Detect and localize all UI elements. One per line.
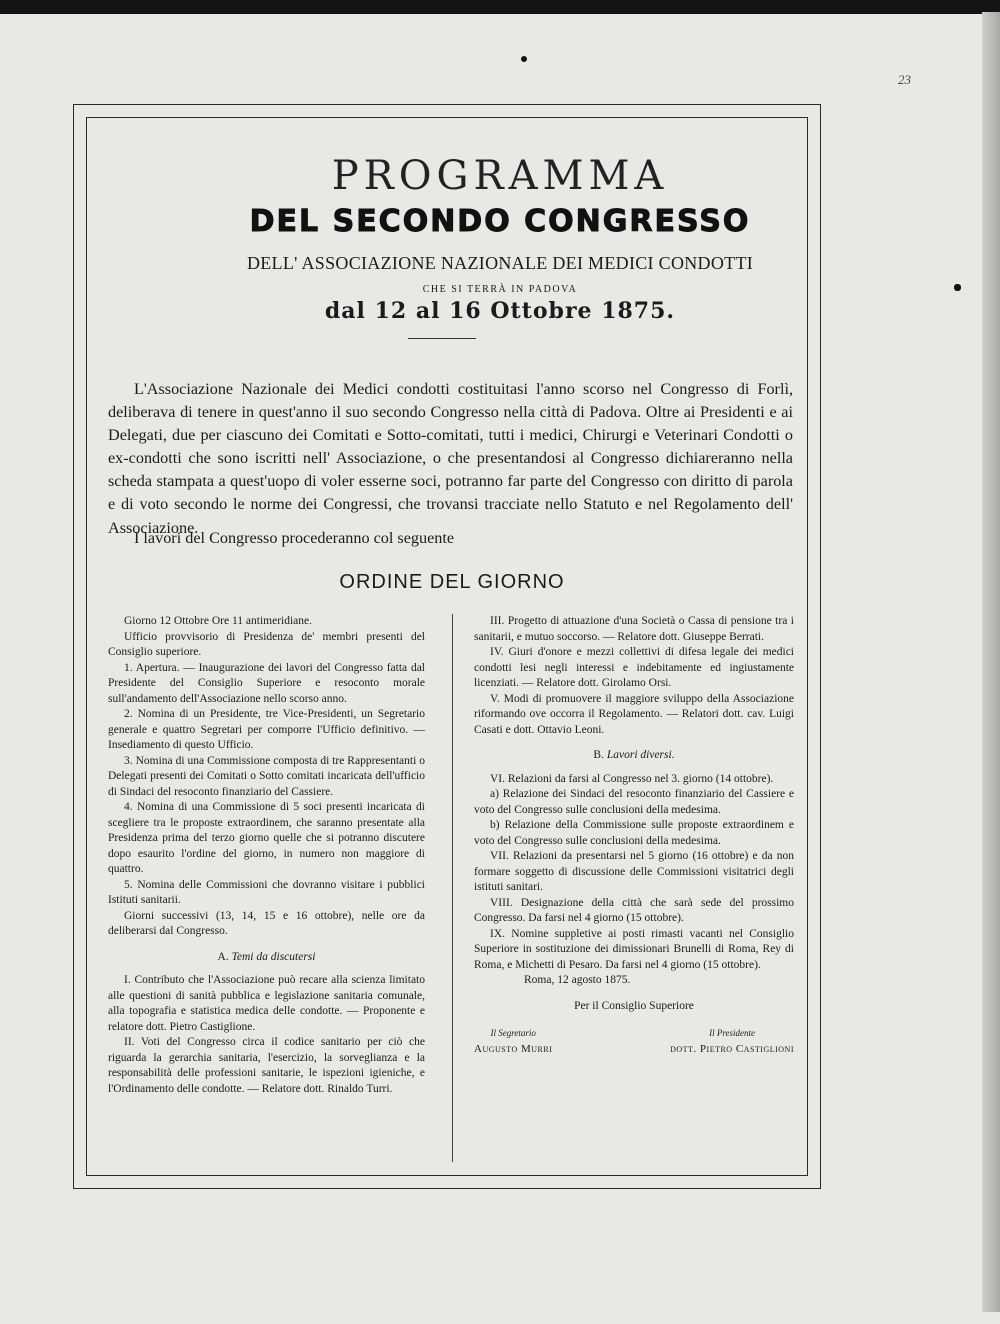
agenda-item: Giorni successivi (13, 14, 15 e 16 ottobre), nelle ore da deliberarsi dal Congresso. bbox=[108, 909, 425, 937]
president-role: Il Presidente bbox=[709, 1028, 755, 1038]
work-item: a) Relazione dei Sindaci del resoconto finanziario del Cassiere e voto del Congresso sulle conclusioni della medesima. bbox=[474, 788, 794, 816]
title-divider bbox=[408, 338, 476, 339]
president-signature bbox=[670, 1026, 794, 1057]
intro-line: I lavori del Congresso procederanno col seguente bbox=[134, 529, 455, 547]
agenda-item: Ufficio provvisorio di Presidenza de' membri presenti del Consiglio superiore. bbox=[108, 630, 425, 658]
section-letter: A. bbox=[217, 950, 229, 963]
work-item: b) Relazione della Commissione sulle proposte extraordinem e voto del Congresso sulle conclusioni della medesima. bbox=[474, 819, 794, 847]
topic-item: V. Modi di promuovere il maggiore sviluppo della Associazione riformando ove occorra il Regolamento. — Relatori dott. cav. Luigi Casati e dott. Ottavio Leoni. bbox=[474, 692, 794, 736]
for-council: Per il Consiglio Superiore bbox=[574, 999, 694, 1012]
topic-item: I. Contributo che l'Associazione può recare alla scienza limitato alle questioni di sanità pubblica e legislazione sanitaria comunale, alla topografia e statistica medica delle condotte. — Proponente e relatore dott. Pietro Castiglione. bbox=[108, 974, 425, 1033]
association-name: DELL' ASSOCIAZIONE NAZIONALE DEI MEDICI CONDOTTI bbox=[246, 253, 754, 273]
ink-speck bbox=[521, 56, 527, 62]
page-number: 23 bbox=[898, 72, 911, 87]
held-location: CHE SI TERRÀ IN PADOVA bbox=[422, 284, 578, 295]
secretary-role: Il Segretario bbox=[490, 1028, 536, 1038]
column-divider bbox=[452, 614, 453, 1162]
day-one-heading: Giorno 12 Ottobre Ore 11 antimeridiane. bbox=[124, 615, 312, 627]
signatures bbox=[474, 1026, 794, 1057]
work-item: VI. Relazioni da farsi al Congresso nel 3. giorno (14 ottobre). bbox=[490, 772, 774, 785]
work-item: VIII. Designazione della città che sarà sede del prossimo Congresso. Da farsi nel 4 giorno (15 ottobre). bbox=[474, 896, 794, 924]
place-date: Roma, 12 agosto 1875. bbox=[524, 974, 631, 986]
topic-item: II. Voti del Congresso circa il codice sanitario per ciò che riguarda la gerarchia sanitaria, l'esercizio, la sorveglianza e la responsabilità delle professioni sanitarie, le ispezioni igieniche, e l'Ordinamento delle condotte. — Relatore dott. Rinaldo Turri. bbox=[108, 1036, 425, 1095]
president-name: dott. Pietro Castiglioni bbox=[670, 1042, 794, 1055]
section-letter: B. bbox=[593, 749, 604, 761]
agenda-item: 2. Nomina di un Presidente, tre Vice-Presidenti, un Segretario generale e quattro Segretari per comporre l'Ufficio definitivo. — Insediamento di questo Ufficio. bbox=[108, 708, 425, 751]
page-subtitle: DEL SECONDO CONGRESSO bbox=[249, 204, 751, 239]
work-item: VII. Relazioni da presentarsi nel 5 giorno (16 ottobre) e da non formare soggetto di discussione delle Commissioni visitatrici degli istituti sanitari. bbox=[474, 850, 794, 893]
agenda-left-column bbox=[108, 614, 425, 1097]
topic-item: IV. Giuri d'onore e mezzi collettivi di difesa legale dei medici condotti lesi negli interessi e indebitamente ed ingiustamente licenziati. — Relatore dott. Girolamo Orsi. bbox=[474, 646, 794, 689]
agenda-heading: ORDINE DEL GIORNO bbox=[339, 571, 565, 593]
agenda-right-column bbox=[474, 614, 794, 1057]
section-a-heading bbox=[108, 950, 425, 966]
agenda-item: 3. Nomina di una Commissione composta di tre Rappresentanti o Delegati presenti dei Comitati o Sotto comitati incaricata dell'ufficio di Sindaci del resoconto finanziario del Cassiere. bbox=[108, 754, 425, 798]
scan-top-border bbox=[0, 0, 1000, 14]
agenda-item: 1. Apertura. — Inaugurazione dei lavori del Congresso fatta dal Presidente del Consiglio Superiore e resoconto morale sull'andamento dell'Associazione nello scorso anno. bbox=[108, 661, 425, 705]
congress-dates: dal 12 al 16 Ottobre 1875. bbox=[324, 298, 676, 324]
work-item: IX. Nomine suppletive ai posti rimasti vacanti nel Consiglio Superiore in sostituzione dei dimissionari Brunelli di Roma, Rey di Roma, e Michetti di Pesaro. Da farsi nel 4 giorno (15 ottobre). bbox=[474, 927, 794, 971]
secretary-signature bbox=[474, 1026, 552, 1057]
page-title: PROGRAMMA bbox=[331, 153, 669, 199]
agenda-item: 5. Nomina delle Commissioni che dovranno visitare i pubblici Istituti sanitarii. bbox=[108, 878, 425, 906]
secretary-name: Augusto Murri bbox=[474, 1042, 553, 1055]
topic-item: III. Progetto di attuazione d'una Società o Cassa di pensione tra i sanitarii, e mutuo soccorso. — Relatore dott. Giuseppe Berrati. bbox=[474, 615, 794, 643]
section-title: Lavori diversi. bbox=[606, 749, 675, 761]
section-b-heading bbox=[474, 748, 794, 764]
section-title: Temi da discutersi bbox=[231, 950, 316, 963]
intro-paragraph: L'Associazione Nazionale dei Medici condotti costituitasi l'anno scorso nel Congresso di Forlì, deliberava di tenere in quest'anno il suo secondo Congresso nella città di Padova. Oltre ai Presidenti e ai Delegati, due per ciascuno dei Comitati e Sotto-comitati, tutti i medici, Chirurgi e Veterinari Condotti o ex-condotti che sono iscritti nell' Associazione, o che presentandosi al Congresso dichiareranno nella scheda stampata a quest'uopo di voler esserne soci, potranno far parte del Congresso con diritto di parola e di voto secondo le norme dei Congressi, che trovansi tracciate nello Statuto e nel Regolamento dell' Associazione. bbox=[108, 380, 793, 537]
agenda-item: 4. Nomina di una Commissione di 5 soci presenti incaricata di scegliere tra le proposte extraordinem, che saranno presentate alla Presidenza prima del terzo giorno quelle che si potranno discutere dopo esaurito l'ordine del giorno, in numero non maggiore di quattro. bbox=[108, 801, 425, 875]
